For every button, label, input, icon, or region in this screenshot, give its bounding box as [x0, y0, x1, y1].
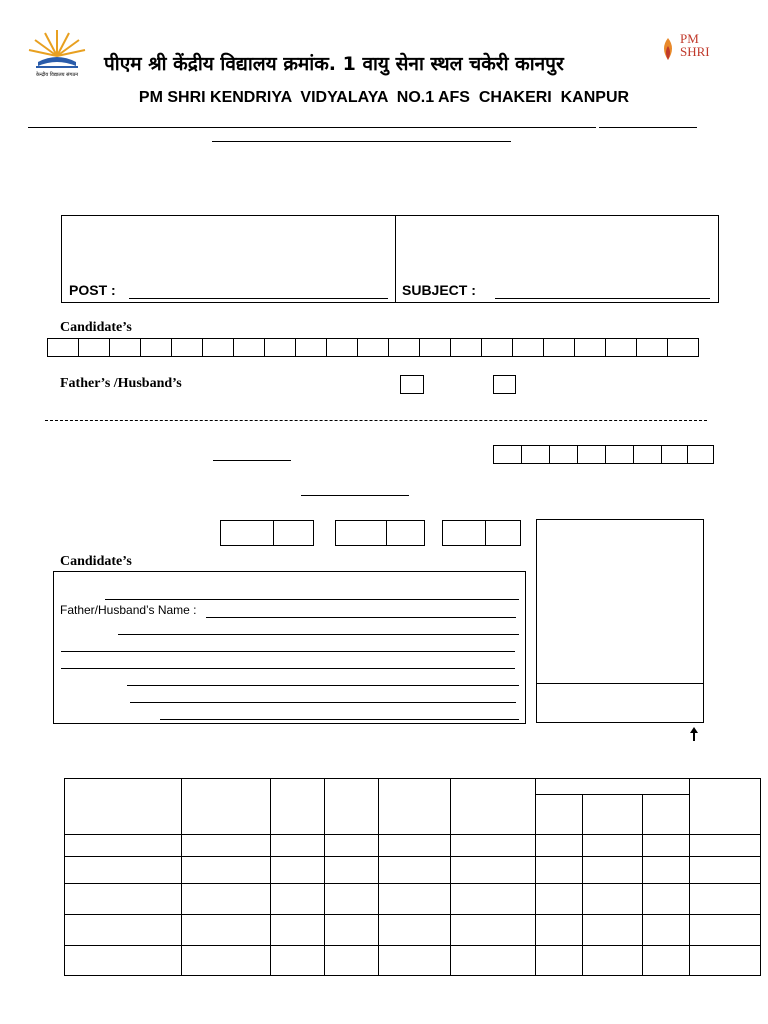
address-line-3[interactable] — [118, 634, 519, 635]
father-husband-label: Father’s /Husband’s — [60, 376, 182, 391]
table-cell[interactable] — [271, 945, 325, 975]
father-name-field[interactable] — [206, 617, 516, 618]
table-cell[interactable] — [583, 945, 643, 975]
table-cell[interactable] — [690, 914, 761, 945]
post-subject-divider — [395, 215, 396, 303]
title-hindi: पीएम श्री केंद्रीय विद्यालय क्रमांक. 1 वायु सेना स्थल चकेरी कानपुर — [104, 53, 564, 75]
name-cell[interactable] — [667, 338, 699, 357]
dob-cells-year[interactable] — [443, 520, 521, 546]
name-cell[interactable] — [171, 338, 203, 357]
table-cell[interactable] — [451, 945, 535, 975]
header-underline-right — [599, 127, 697, 128]
table-cell[interactable] — [583, 914, 643, 945]
date-cell[interactable] — [577, 445, 606, 464]
table-cell[interactable] — [325, 883, 379, 914]
table-cell[interactable] — [325, 945, 379, 975]
table-cell[interactable] — [325, 914, 379, 945]
name-cell[interactable] — [202, 338, 234, 357]
name-cell[interactable] — [605, 338, 637, 357]
address-line-7[interactable] — [130, 702, 516, 703]
qualification-table — [64, 778, 761, 976]
name-cell[interactable] — [481, 338, 513, 357]
date-cell[interactable] — [493, 445, 522, 464]
table-row — [65, 945, 761, 975]
table-cell[interactable] — [378, 883, 450, 914]
pm-shri-logo — [656, 28, 718, 70]
table-cell[interactable] — [451, 779, 535, 835]
name-cell[interactable] — [47, 338, 79, 357]
table-cell[interactable] — [583, 795, 643, 835]
photo-box[interactable] — [536, 519, 704, 723]
checkbox-1[interactable] — [400, 375, 424, 394]
table-cell[interactable] — [271, 835, 325, 857]
name-cell[interactable] — [295, 338, 327, 357]
title-english: PM SHRI KENDRIYA VIDYALAYA NO.1 AFS CHAKERI KANPUR — [138, 89, 630, 106]
table-cell[interactable] — [642, 857, 690, 883]
table-cell[interactable] — [65, 857, 182, 883]
header-underline-left — [28, 127, 596, 128]
table-cell[interactable] — [535, 857, 583, 883]
post-subject-box — [61, 215, 719, 303]
name-cell[interactable] — [78, 338, 110, 357]
field-line-2[interactable] — [301, 495, 409, 496]
table-cell[interactable] — [642, 835, 690, 857]
name-cell[interactable] — [574, 338, 606, 357]
table-cell[interactable] — [378, 945, 450, 975]
name-cell[interactable] — [233, 338, 265, 357]
signature-area[interactable] — [536, 683, 704, 684]
name-cell[interactable] — [264, 338, 296, 357]
date-cell[interactable] — [549, 445, 578, 464]
table-cell[interactable] — [65, 883, 182, 914]
table-cell[interactable] — [535, 945, 583, 975]
dashed-separator — [45, 420, 707, 421]
up-arrow-icon — [689, 727, 699, 741]
table-cell[interactable] — [690, 945, 761, 975]
date-cells[interactable] — [494, 445, 714, 464]
table-cell[interactable] — [271, 779, 325, 835]
table-cell[interactable] — [642, 945, 690, 975]
table-cell[interactable] — [451, 835, 535, 857]
table-cell[interactable] — [535, 795, 583, 835]
address-line-8[interactable] — [160, 719, 519, 720]
name-cell[interactable] — [419, 338, 451, 357]
header-underline-center — [212, 141, 511, 142]
table-cell[interactable] — [65, 945, 182, 975]
table-cell[interactable] — [451, 883, 535, 914]
candidate-name-cells[interactable] — [48, 338, 699, 357]
table-row — [65, 835, 761, 857]
date-cell[interactable] — [521, 445, 550, 464]
table-cell[interactable] — [642, 795, 690, 835]
table-cell[interactable] — [642, 883, 690, 914]
dob-cells-day[interactable] — [221, 520, 314, 546]
table-cell[interactable] — [583, 857, 643, 883]
table-cell[interactable] — [642, 914, 690, 945]
candidate-name-label: Candidate’s — [60, 320, 132, 335]
name-cell[interactable] — [512, 338, 544, 357]
field-line-1[interactable] — [213, 460, 291, 461]
name-cell[interactable] — [357, 338, 389, 357]
name-cell[interactable] — [388, 338, 420, 357]
table-cell[interactable] — [182, 779, 271, 835]
table-cell[interactable] — [583, 883, 643, 914]
table-cell[interactable] — [325, 857, 379, 883]
name-cell[interactable] — [543, 338, 575, 357]
table-header-row — [65, 779, 761, 795]
table-cell[interactable] — [690, 857, 761, 883]
table-cell[interactable] — [535, 883, 583, 914]
table-cell[interactable] — [378, 835, 450, 857]
address-line-1[interactable] — [105, 599, 519, 600]
table-cell[interactable] — [271, 883, 325, 914]
checkbox-2[interactable] — [493, 375, 516, 394]
address-line-4[interactable] — [61, 651, 515, 652]
date-cell[interactable] — [633, 445, 662, 464]
address-candidate-label: Candidate’s — [60, 554, 132, 569]
name-cell[interactable] — [450, 338, 482, 357]
table-cell[interactable] — [583, 835, 643, 857]
table-cell[interactable] — [65, 914, 182, 945]
table-cell[interactable] — [182, 835, 271, 857]
table-cell[interactable] — [690, 779, 761, 835]
table-cell[interactable] — [182, 883, 271, 914]
table-cell[interactable] — [451, 914, 535, 945]
table-cell[interactable] — [325, 779, 379, 835]
kv-logo — [26, 26, 88, 80]
table-cell[interactable] — [271, 914, 325, 945]
table-cell[interactable] — [65, 835, 182, 857]
name-cell[interactable] — [636, 338, 668, 357]
name-cell[interactable] — [326, 338, 358, 357]
table-cell[interactable] — [182, 914, 271, 945]
kv-logo-caption: केन्द्रीय विद्यालय संगठन — [35, 72, 79, 78]
table-cell[interactable] — [378, 914, 450, 945]
dob-cells-month[interactable] — [336, 520, 425, 546]
subject-field[interactable] — [495, 298, 710, 299]
address-line-6[interactable] — [127, 685, 519, 686]
pm-shri-logo-text: PM SHRI — [680, 31, 710, 59]
table-cell[interactable] — [378, 779, 450, 835]
name-cell[interactable] — [140, 338, 172, 357]
table-row — [65, 914, 761, 945]
name-cell[interactable] — [109, 338, 141, 357]
table-cell[interactable] — [182, 945, 271, 975]
table-cell[interactable] — [65, 779, 182, 835]
table-cell[interactable] — [451, 857, 535, 883]
table-cell[interactable] — [535, 835, 583, 857]
date-cell[interactable] — [687, 445, 714, 464]
table-cell[interactable] — [271, 857, 325, 883]
table-row — [65, 857, 761, 883]
date-cell[interactable] — [661, 445, 688, 464]
table-cell[interactable] — [378, 857, 450, 883]
table-cell[interactable] — [690, 883, 761, 914]
father-name-label: Father/Husband’s Name : — [60, 603, 197, 617]
table-cell[interactable] — [690, 835, 761, 857]
post-label: POST : — [69, 282, 116, 298]
address-line-5[interactable] — [61, 668, 515, 669]
table-cell[interactable] — [535, 779, 690, 795]
table-row — [65, 883, 761, 914]
table-cell[interactable] — [535, 914, 583, 945]
subject-label: SUBJECT : — [402, 282, 476, 298]
table-cell[interactable] — [182, 857, 271, 883]
date-cell[interactable] — [605, 445, 634, 464]
post-field[interactable] — [129, 298, 388, 299]
table-cell[interactable] — [325, 835, 379, 857]
